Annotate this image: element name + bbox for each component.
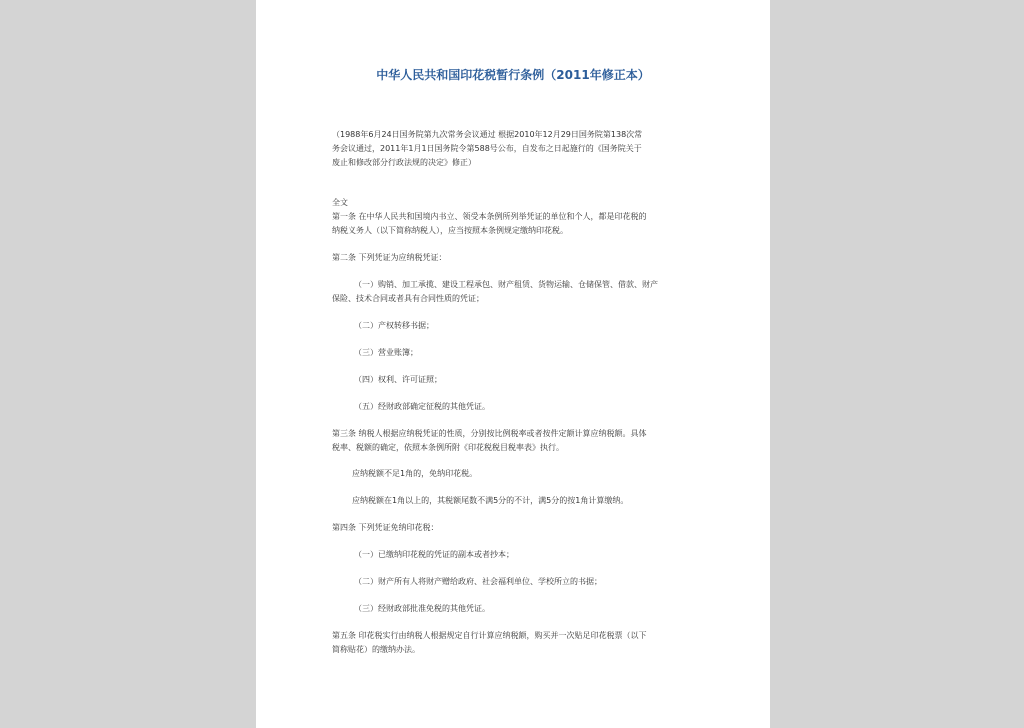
article-3-line: 税率、税额的确定，依照本条例所附《印花税税目税率表》执行。 — [332, 443, 564, 452]
article-2-heading: 第二条 下列凭证为应纳税凭证： — [332, 253, 447, 262]
article-2-item-4: （四）权利、许可证照； — [354, 375, 442, 384]
article-4-item-2: （二）财产所有人将财产赠给政府、社会福利单位、学校所立的书据； — [354, 577, 602, 586]
article-4-heading: 第四条 下列凭证免纳印花税： — [332, 523, 439, 532]
article-2-item-5: （五）经财政部确定征税的其他凭证。 — [354, 402, 490, 411]
article-1-line: 第一条 在中华人民共和国境内书立、领受本条例所列举凭证的单位和个人，都是印花税的 — [332, 212, 647, 221]
article-5-line: 第五条 印花税实行由纳税人根据规定自行计算应纳税额，购买并一次贴足印花税票（以下 — [332, 631, 647, 640]
preamble-line: 务会议通过，2011年1月1日国务院令第588号公布，自发布之日起施行的《国务院关于 — [332, 144, 642, 153]
article-2-item-1-line: 保险、技术合同或者具有合同性质的凭证； — [332, 294, 484, 303]
article-1-line: 纳税义务人（以下简称纳税人），应当按照本条例规定缴纳印花税。 — [332, 226, 568, 235]
article-3-line: 第三条 纳税人根据应纳税凭证的性质，分别按比例税率或者按件定额计算应纳税额。具体 — [332, 429, 647, 438]
fulltext-heading: 全文 — [332, 198, 348, 207]
article-3-paragraph-2: 应纳税额不足1角的，免纳印花税。 — [352, 469, 478, 478]
article-2-item-2: （二）产权转移书据； — [354, 321, 434, 330]
document-page — [256, 0, 770, 728]
article-3-paragraph-3: 应纳税额在1角以上的，其税额尾数不满5分的不计，满5分的按1角计算缴纳。 — [352, 496, 629, 505]
document-title: 中华人民共和国印花税暂行条例（2011年修正本） — [376, 68, 650, 82]
article-5-line: 简称贴花）的缴纳办法。 — [332, 645, 420, 654]
article-4-item-3: （三）经财政部批准免税的其他凭证。 — [354, 604, 490, 613]
article-2-item-3: （三）营业账簿； — [354, 348, 418, 357]
article-4-item-1: （一）已缴纳印花税的凭证的副本或者抄本； — [354, 550, 514, 559]
article-2-item-1-line: （一）购销、加工承揽、建设工程承包、财产租赁、货物运输、仓储保管、借款、财产 — [354, 280, 658, 289]
preamble-line: （1988年6月24日国务院第九次常务会议通过 根据2010年12月29日国务院第138次常 — [332, 130, 643, 139]
preamble-line: 废止和修改部分行政法规的决定》修正） — [332, 158, 476, 167]
